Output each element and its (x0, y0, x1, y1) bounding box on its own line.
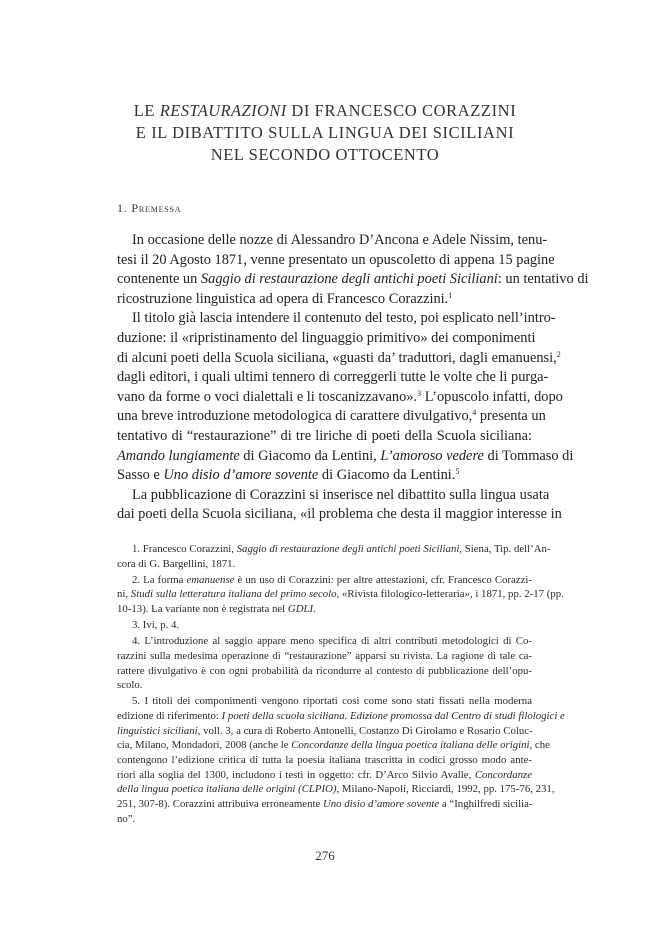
body-line-segment: di Giacomo da Lentini, (239, 447, 381, 464)
body-line-segment: contenente un (117, 271, 201, 288)
footnote-italic: linguistici siciliani (117, 724, 198, 737)
footnote-line (117, 738, 550, 753)
title-line-2: E IL DIBATTITO SULLA LINGUA DEI SICILIANI (135, 123, 515, 142)
body-line: In occasione delle nozze di Alessandro D’Ancona e Adele Nissim, tenu- (132, 232, 548, 248)
body-line-segment: una breve introduzione metodologica di carattere divulgativo, (117, 408, 473, 425)
body-line-segment: vano da forme o voci dialettali e li toscanizzavano». (117, 388, 418, 405)
body-line-segment: ricostruzione linguistica ad opera di Francesco Corazzini. (117, 290, 449, 307)
footnote-italic: Concordanze (474, 768, 532, 781)
body-line (117, 407, 546, 427)
footnote-ref[interactable]: 4 (472, 408, 477, 418)
footnote-italic: Uno disio d’amore sovente (322, 797, 440, 810)
footnote-italic: Saggio di restaurazione degli antichi poeti Siciliani (236, 543, 460, 555)
body-line: dagli editori, i quali ultimi tennero di correggerli tutte le volte che li purga- (117, 369, 549, 386)
poem-title: Uno disio d’amore sovente (163, 467, 319, 484)
footnote-text: ni, (117, 588, 131, 601)
footnote-line: 4. L’introduzione al saggio appare meno specifica di altri contributi metodologici di Co- (132, 635, 532, 648)
page-number: 276 (315, 848, 335, 863)
footnote-text: , voll. 3, a cura di Roberto Antonelli, Costanzo Di Girolamo e Rosario Coluc- (197, 724, 533, 737)
body-line (117, 466, 532, 486)
footnote-line: 5. I titoli dei componimenti vengono riportati così come sono stati fissati nella moderna (132, 695, 532, 708)
footnote-line: cora di G. Bargellini, 1871. (117, 557, 236, 570)
footnotes (117, 542, 565, 826)
footnote-text: , «Rivista filologico-letteraria», i 1871, pp. 2-17 (pp. (336, 588, 564, 601)
body-line-segment: L’opuscolo infatti, dopo (421, 388, 563, 405)
footnote-text: , Siena, Tip. dell’An- (459, 543, 551, 555)
footnote-line (117, 602, 532, 617)
footnote-text: , Milano-Napoli, Ricciardi, 1992, pp. 175-76, 231, (336, 783, 555, 796)
footnote-line (117, 573, 532, 588)
body-line-segment: di Giacomo da Lentini. (318, 467, 456, 484)
body-line-segment: : un tentativo di (497, 271, 589, 288)
footnote-line: 3. Ivi, p. 4. (132, 619, 180, 632)
footnote-italic: I poeti della scuola siciliana. Edizione promossa dal Centro di studi filologici e (221, 710, 565, 723)
footnote-text: cia, Milano, Mondadori, 2008 (anche le (117, 739, 292, 752)
footnote-ref[interactable]: 5 (455, 467, 460, 477)
article-title (0, 100, 650, 166)
body-line: Il titolo già lascia intendere il contenuto del testo, poi esplicato nell’intro- (132, 310, 556, 327)
footnote-text: , che (529, 739, 550, 752)
body-text (117, 231, 589, 525)
body-line-segment (117, 271, 589, 287)
body-line: tesi il 20 Agosto 1871, venne presentato un opuscoletto di appena 15 pagine (117, 251, 555, 268)
footnote-text: riori alla soglia del 1300, includono i testi in oggetto: cfr. D’Arco Silvio Avalle, (117, 768, 475, 781)
body-line (117, 270, 589, 290)
footnote-ref[interactable]: 3 (417, 388, 422, 398)
footnote-text: 1. Francesco Corazzini, (132, 543, 237, 555)
work-title: Saggio di restaurazione degli antichi poeti Siciliani (200, 271, 498, 288)
footnote-italic: della lingua poetica italiana delle origini (CLPIO) (117, 783, 337, 796)
footnote-line (117, 587, 564, 602)
body-line: tentativo di “restaurazione” di tre liriche di poeti della Scuola siciliana: (117, 427, 532, 444)
title-line-3: NEL SECONDO OTTOCENTO (210, 145, 440, 164)
section-heading: 1. Premessa (117, 201, 182, 215)
footnote-italic: emanuense (186, 573, 235, 586)
footnote-line: scolo. (117, 679, 143, 692)
footnote-text: edizione di riferimento: (117, 710, 222, 723)
footnote-text: . (313, 603, 316, 616)
body-line: La pubblicazione di Corazzini si inserisce nel dibattito sulla lingua usata (132, 486, 550, 503)
footnote-line (117, 797, 532, 812)
body-line-segment: di Tommaso di (483, 447, 574, 464)
footnote-text: 2. La forma (132, 573, 187, 586)
body-line-segment: Sasso e (117, 467, 164, 484)
poem-title: L’amoroso vedere (380, 447, 484, 464)
footnote-text: 10-13). La variante non è registrata nel (117, 603, 288, 616)
footnote-ref[interactable]: 1 (448, 290, 453, 300)
footnote-line: no”. (117, 812, 136, 825)
footnote-line (117, 782, 555, 797)
footnote-line (117, 724, 532, 739)
body-line (117, 349, 561, 369)
body-line (117, 447, 574, 467)
title-italic-word: RESTAURAZIONI (159, 101, 287, 120)
footnote-ref[interactable]: 2 (556, 349, 561, 359)
title-line-1-suffix: DI FRANCESCO CORAZZINI (286, 101, 517, 120)
footnote-line (117, 542, 551, 557)
footnote-line: contengono l’edizione critica di tutta la poesia italiana trascritta in codici grosso modo ante- (117, 753, 532, 766)
footnote-line: razzini sulla medesima operazione di “restaurazione” apparsi su rivista. La ragione di tale ca- (117, 649, 532, 662)
poem-title: Amando lungiamente (117, 447, 240, 464)
footnote-line (117, 709, 565, 724)
body-line-segment: di alcuni poeti della Scuola siciliana, «guasti da’ traduttori, dagli emanuensi, (117, 349, 557, 366)
title-line-1 (0, 100, 650, 122)
body-line (117, 290, 532, 310)
title-line-1-prefix: LE (133, 101, 160, 120)
body-line-segment: presenta un (476, 408, 546, 425)
footnote-line: rattere divulgativo è con ogni probabilità da ricondurre al contesto di pubblicazione dell’opu- (117, 664, 532, 677)
footnote-italic: Concordanze della lingua poetica italiana delle origini (291, 739, 530, 752)
footnote-text: 251, 307-8). Corazzini attribuiva erroneamente (117, 797, 323, 810)
body-line: duzione: il «ripristinamento del linguaggio primitivo» dei componimenti (117, 329, 536, 346)
footnote-italic: GDLI (287, 603, 314, 616)
footnote-italic: Studi sulla letteratura italiana del primo secolo (130, 588, 337, 601)
body-line: dai poeti della Scuola siciliana, «il problema che desta il maggior interesse in (117, 506, 562, 523)
footnote-text: a “Inghilfredi sicilia- (439, 797, 533, 810)
footnote-line (117, 768, 532, 783)
body-line (117, 388, 563, 408)
footnote-text: è un uso di Corazzini: per altre attestazioni, cfr. Francesco Corazzi- (234, 573, 532, 586)
